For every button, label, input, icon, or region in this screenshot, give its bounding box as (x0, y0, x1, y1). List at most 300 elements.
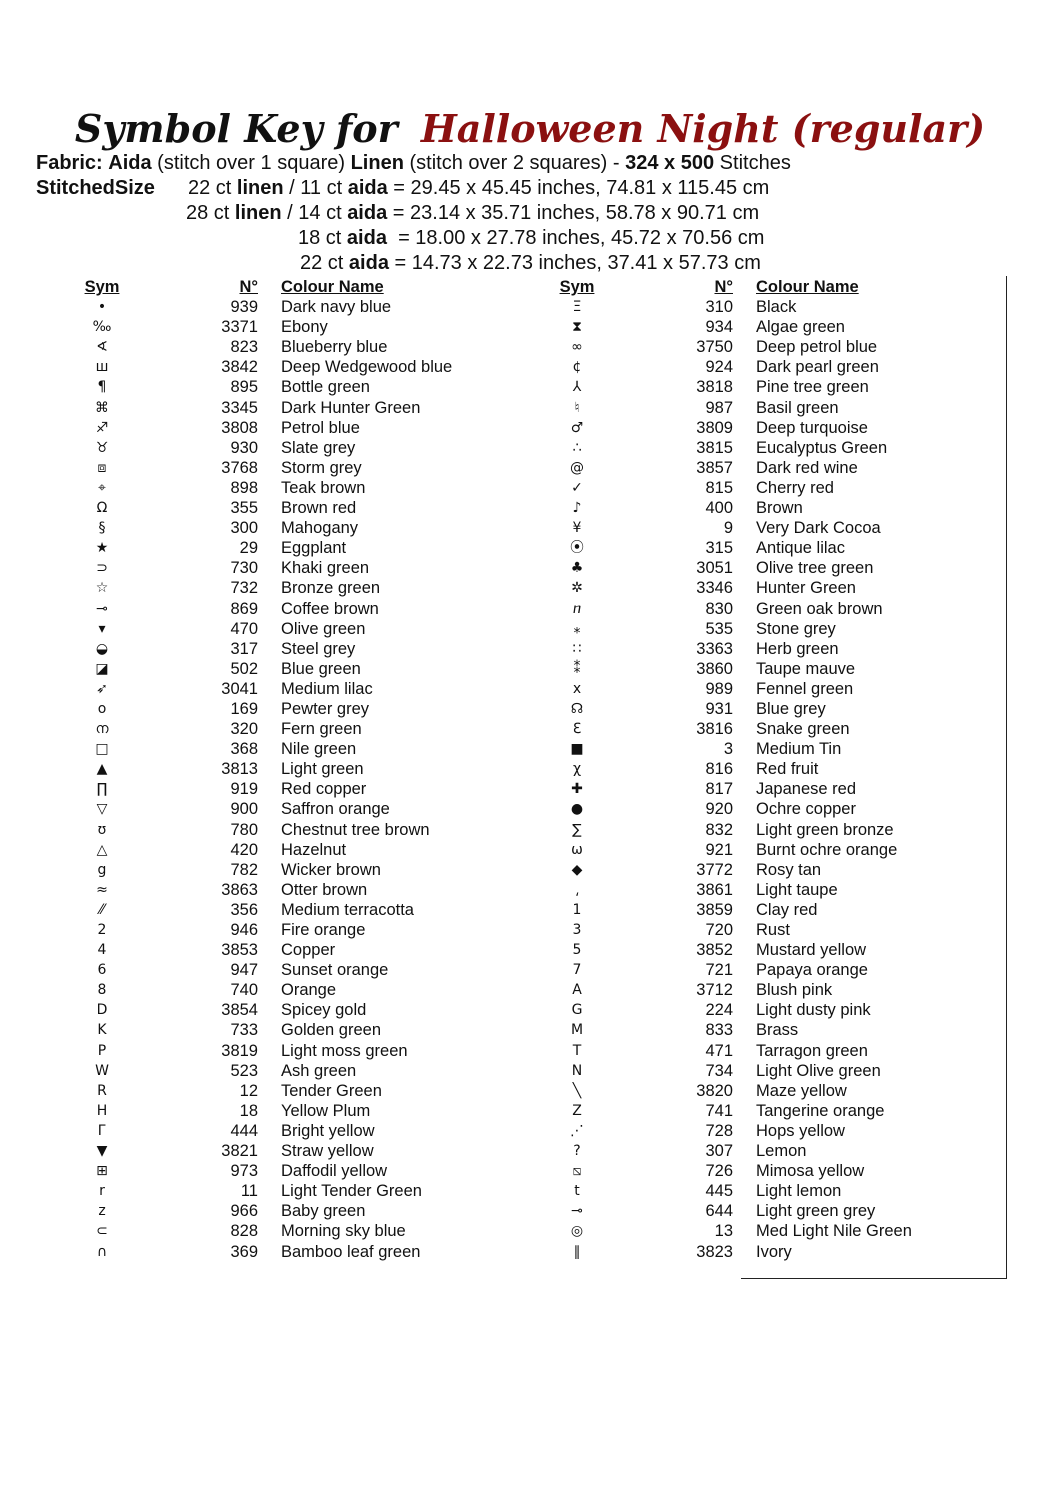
table-row (70, 840, 470, 860)
symbol-cell: P (97, 1042, 107, 1059)
colour-name-cell: Petrol blue (281, 418, 360, 437)
colour-name-cell: Medium lilac (281, 679, 373, 698)
symbol-cell: ▲ (96, 761, 108, 778)
symbol-cell: G (571, 1002, 583, 1019)
table-row (545, 1201, 945, 1221)
symbol-cell: 7 (572, 962, 582, 979)
table-row (70, 860, 470, 880)
symbol-cell: ➶ (96, 680, 108, 697)
symbol-cell: ⋰ (570, 1122, 584, 1139)
colour-name-cell: Blueberry blue (281, 338, 388, 357)
number-cell: 18 (239, 1101, 258, 1120)
colour-name-cell: Khaki green (281, 559, 370, 578)
ss-count: / 11 ct (283, 177, 348, 199)
table-row (545, 1242, 945, 1262)
table-row (545, 1221, 945, 1241)
colour-name-cell: Eucalyptus Green (756, 438, 888, 457)
number-cell: 320 (230, 720, 258, 739)
colour-name-cell: Ivory (756, 1242, 792, 1261)
symbol-cell: W (95, 1062, 109, 1079)
number-cell: 3823 (696, 1242, 733, 1261)
symbol-cell: □ (95, 741, 109, 758)
symbol-cell: • (97, 299, 107, 316)
ss-dimensions: = 18.00 x 27.78 inches, 45.72 x 70.56 cm (386, 227, 765, 249)
symbol-cell: ⊸ (96, 600, 108, 617)
header-number: N° (239, 278, 258, 296)
title-prefix: Symbol Key for (74, 106, 398, 151)
symbol-cell: ¥ (572, 520, 582, 537)
symbol-cell: ¶ (97, 379, 107, 396)
colour-name-cell: Otter brown (281, 880, 368, 899)
table-row (70, 960, 470, 980)
table-row (70, 1121, 470, 1141)
stitched-size-row (298, 226, 764, 250)
colour-name-cell: Light Olive green (756, 1061, 881, 1080)
number-cell: 3861 (696, 880, 733, 899)
table-row (70, 679, 470, 699)
colour-name-cell: Blue green (281, 659, 361, 678)
colour-name-cell: Mahogany (281, 519, 359, 538)
table-row (70, 297, 470, 317)
table-row (70, 619, 470, 639)
table-row (70, 599, 470, 619)
table-row (545, 438, 945, 458)
table-row (545, 458, 945, 478)
symbol-cell: ⌖ (98, 479, 106, 496)
number-cell: 420 (230, 840, 258, 859)
table-row (545, 1101, 945, 1121)
symbol-cell: Z (572, 1102, 582, 1119)
number-cell: 815 (705, 478, 733, 497)
table-row (70, 498, 470, 518)
table-row (70, 1161, 470, 1181)
number-cell: 3346 (696, 579, 733, 598)
number-cell: 3809 (696, 418, 733, 437)
symbol-cell: ന (95, 721, 109, 738)
table-row (70, 538, 470, 558)
colour-name-cell: Mimosa yellow (756, 1162, 865, 1181)
symbol-cell: § (98, 520, 106, 537)
colour-name-cell: Light green bronze (756, 820, 894, 839)
ss-count: 18 ct (298, 227, 347, 249)
rows-left (70, 297, 470, 1262)
symbol-cell: @ (570, 459, 584, 476)
table-row (70, 659, 470, 679)
colour-name-cell: Olive green (281, 619, 366, 638)
colour-name-cell: Tangerine orange (756, 1101, 885, 1120)
header-sym: Sym (84, 278, 120, 296)
colour-name-cell: Burnt ochre orange (756, 840, 898, 859)
symbol-cell: ⸲ (575, 881, 579, 898)
symbol-cell: ● (570, 801, 584, 818)
table-row (545, 820, 945, 840)
number-cell: 11 (240, 1182, 258, 1201)
table-row (70, 1081, 470, 1101)
stitched-size-row (186, 201, 759, 225)
number-cell: 721 (705, 961, 733, 980)
colour-name-cell: Storm grey (281, 458, 362, 477)
table-row (70, 719, 470, 739)
colour-name-cell: Antique lilac (756, 539, 845, 558)
table-row (545, 377, 945, 397)
number-cell: 307 (705, 1142, 733, 1161)
symbol-cell: ‰ (92, 319, 112, 336)
fabric-size-unit: Stitches (719, 152, 791, 174)
number-cell: 355 (230, 499, 258, 518)
table-row (70, 377, 470, 397)
number-cell: 3842 (221, 358, 258, 377)
colour-name-cell: Snake green (756, 720, 850, 739)
symbol-cell: ∩ (96, 1243, 108, 1260)
table-row (545, 297, 945, 317)
colour-name-cell: Golden green (281, 1021, 381, 1040)
table-row (70, 1020, 470, 1040)
number-cell: 934 (705, 318, 733, 337)
colour-name-cell: Black (756, 298, 797, 317)
table-row (545, 518, 945, 538)
colour-name-cell: Red fruit (756, 760, 819, 779)
symbol-cell: ∞ (571, 339, 583, 356)
colour-name-cell: Chestnut tree brown (281, 820, 430, 839)
symbol-cell: Г (97, 1122, 107, 1139)
symbol-cell: 4 (97, 942, 107, 959)
number-cell: 29 (239, 539, 258, 558)
colour-name-cell: Herb green (756, 639, 839, 658)
number-cell: 3821 (221, 1142, 258, 1161)
table-row (545, 659, 945, 679)
header-colour-name: Colour Name (756, 278, 859, 296)
colour-name-cell: Dark Hunter Green (281, 398, 421, 417)
number-cell: 3815 (696, 438, 733, 457)
colour-name-cell: Mustard yellow (756, 941, 867, 960)
number-cell: 947 (230, 961, 258, 980)
number-cell: 3857 (696, 458, 733, 477)
ss-linen: linen (236, 177, 284, 199)
colour-name-cell: Pewter grey (281, 699, 370, 718)
number-cell: 3712 (696, 981, 733, 1000)
symbol-cell: 8 (97, 982, 107, 999)
ss-dimensions: = 14.73 x 22.73 inches, 37.41 x 57.73 cm (388, 252, 761, 274)
colour-name-cell: Deep turquoise (756, 418, 868, 437)
table-row (545, 960, 945, 980)
number-cell: 919 (230, 780, 258, 799)
number-cell: 3860 (696, 659, 733, 678)
colour-name-cell: Very Dark Cocoa (756, 519, 881, 538)
symbol-cell: D (96, 1002, 108, 1019)
table-header (545, 277, 945, 297)
colour-name-cell: Light green grey (756, 1202, 876, 1221)
colour-name-cell: Copper (281, 941, 336, 960)
colour-name-cell: Steel grey (281, 639, 356, 658)
number-cell: 400 (705, 499, 733, 518)
colour-name-cell: Algae green (756, 318, 845, 337)
colour-name-cell: Deep petrol blue (756, 338, 878, 357)
header-number: N° (714, 278, 733, 296)
number-cell: 720 (705, 921, 733, 939)
table-row (545, 1020, 945, 1040)
symbol-cell: ⅄ (572, 379, 582, 396)
symbol-cell: T (572, 1042, 582, 1059)
fabric-line (36, 151, 791, 175)
symbol-cell: ⊃ (96, 560, 108, 577)
stitched-size-row (300, 251, 761, 275)
table-row (545, 900, 945, 920)
ss-aida: aida (346, 227, 387, 249)
number-cell: 924 (705, 358, 733, 377)
symbol-cell: ∥ (573, 1243, 581, 1260)
symbol-cell: ☊ (570, 700, 584, 717)
colour-name-cell: Bamboo leaf green (281, 1242, 421, 1261)
ss-count: 28 ct (186, 202, 235, 224)
table-row (70, 1000, 470, 1020)
number-cell: 12 (239, 1081, 258, 1100)
table-row (70, 980, 470, 1000)
ss-count: 22 ct (188, 177, 237, 199)
number-cell: 898 (230, 478, 258, 497)
symbol-cell: z (98, 1203, 106, 1220)
symbol-cell: ⁑ (573, 660, 581, 677)
number-cell: 369 (230, 1242, 258, 1261)
symbol-cell: ✲ (571, 580, 583, 597)
colour-name-cell: Daffodil yellow (281, 1162, 388, 1181)
symbol-cell: Ω (96, 500, 108, 517)
table-row (545, 1081, 945, 1101)
colour-name-cell: Light taupe (756, 880, 838, 899)
colour-name-cell: Eggplant (281, 539, 347, 558)
table-row (70, 880, 470, 900)
number-cell: 973 (230, 1162, 258, 1181)
number-cell: 930 (230, 438, 258, 457)
number-cell: 9 (723, 519, 733, 538)
table-row (70, 759, 470, 779)
colour-name-cell: Deep Wedgewood blue (281, 358, 453, 377)
number-cell: 828 (230, 1222, 258, 1241)
colour-name-cell: Bottle green (281, 378, 370, 397)
number-cell: 931 (705, 699, 733, 718)
number-cell: 3863 (221, 880, 258, 899)
number-cell: 726 (705, 1162, 733, 1181)
table-row (545, 739, 945, 759)
symbol-cell: ⁎ (573, 620, 581, 637)
number-cell: 3345 (221, 398, 258, 417)
number-cell: 869 (230, 599, 258, 618)
number-cell: 3813 (221, 760, 258, 779)
number-cell: 939 (230, 298, 258, 317)
number-cell: 740 (230, 981, 258, 1000)
number-cell: 502 (230, 659, 258, 678)
symbol-cell: ? (573, 1143, 581, 1160)
table-row (70, 1181, 470, 1201)
symbol-cell: 3 (572, 922, 582, 938)
table-row (545, 619, 945, 639)
colour-name-cell: Bronze green (281, 579, 381, 598)
colour-name-cell: Ebony (281, 318, 328, 337)
table-row (545, 759, 945, 779)
symbol-cell: M (570, 1022, 584, 1039)
colour-name-cell: Fern green (281, 720, 362, 739)
table-row (70, 820, 470, 840)
table-row (70, 418, 470, 438)
symbol-cell: 1 (572, 901, 582, 918)
table-row (70, 940, 470, 960)
colour-name-cell: Brown (756, 499, 803, 518)
fabric-aida: Aida (108, 152, 152, 174)
number-cell: 733 (230, 1021, 258, 1040)
colour-name-cell: Sunset orange (281, 961, 389, 980)
number-cell: 317 (230, 639, 258, 658)
number-cell: 3772 (696, 860, 733, 879)
number-cell: 741 (705, 1101, 733, 1120)
colour-name-cell: Clay red (756, 900, 818, 919)
colour-name-cell: Dark navy blue (281, 298, 392, 317)
symbol-cell: ◪ (95, 660, 109, 677)
table-row (70, 900, 470, 920)
colour-name-cell: Light moss green (281, 1041, 408, 1060)
table-row (545, 840, 945, 860)
colour-name-cell: Olive tree green (756, 559, 874, 578)
colour-name-cell: Rosy tan (756, 860, 822, 879)
symbol-cell: ≈ (96, 881, 108, 898)
colour-name-cell: Hunter Green (756, 579, 856, 598)
ss-aida: aida (347, 202, 388, 224)
number-cell: 830 (705, 599, 733, 618)
number-cell: 921 (705, 840, 733, 859)
symbol-cell: ∑ (572, 821, 582, 838)
number-cell: 3371 (221, 318, 258, 337)
symbol-cell: ╲ (572, 1082, 582, 1099)
colour-name-cell: Japanese red (756, 780, 856, 799)
symbol-cell: N (571, 1062, 583, 1079)
symbol-cell: ★ (95, 540, 109, 557)
colour-name-cell: Basil green (756, 398, 839, 417)
colour-name-cell: Blue grey (756, 699, 826, 718)
number-cell: 470 (230, 619, 258, 638)
symbol-cell: r (99, 1183, 105, 1200)
number-cell: 3859 (696, 900, 733, 919)
fabric-linen: Linen (350, 152, 404, 174)
number-cell: 523 (230, 1061, 258, 1080)
table-row (545, 418, 945, 438)
number-cell: 300 (230, 519, 258, 538)
number-cell: 987 (705, 398, 733, 417)
colour-name-cell: Coffee brown (281, 599, 379, 618)
table-row (70, 920, 470, 940)
symbol-cell: ⧗ (572, 319, 582, 336)
colour-name-cell: Taupe mauve (756, 659, 856, 678)
number-cell: 169 (230, 699, 258, 718)
colour-name-cell: Teak brown (281, 478, 366, 497)
colour-name-cell: Spicey gold (281, 1001, 367, 1020)
colour-name-cell: Yellow Plum (281, 1101, 371, 1120)
symbol-cell: ¢ (572, 359, 582, 376)
table-row (545, 1061, 945, 1081)
page-title (0, 106, 1060, 151)
table-row (70, 1201, 470, 1221)
colour-name-cell: Hazelnut (281, 840, 347, 859)
border-right (1006, 276, 1007, 1279)
number-cell: 3 (723, 740, 733, 759)
table-row (545, 498, 945, 518)
number-cell: 3051 (696, 559, 733, 578)
table-row (545, 679, 945, 699)
number-cell: 3750 (696, 338, 733, 357)
table-row (545, 1181, 945, 1201)
number-cell: 989 (705, 679, 733, 698)
colour-name-cell: Stone grey (756, 619, 836, 638)
colour-name-cell: Blush pink (756, 981, 833, 1000)
symbol-cell: ♂ (570, 419, 584, 436)
stitched-size-row (188, 176, 769, 200)
colour-name-cell: Rust (756, 921, 790, 939)
colour-name-cell: Light green (281, 760, 364, 779)
colour-name-cell: Tender Green (281, 1081, 382, 1100)
colour-name-cell: Light dusty pink (756, 1001, 871, 1020)
symbol-cell: ∷ (572, 640, 582, 657)
table-row (70, 779, 470, 799)
number-cell: 13 (714, 1222, 733, 1241)
colour-name-cell: Light lemon (756, 1182, 842, 1201)
symbol-table-left (70, 277, 470, 1262)
number-cell: 816 (705, 760, 733, 779)
table-row (545, 558, 945, 578)
table-row (545, 920, 945, 940)
number-cell: 535 (705, 619, 733, 638)
symbol-cell: ʊ (97, 821, 107, 838)
symbol-cell: χ (572, 761, 582, 778)
number-cell: 356 (230, 900, 258, 919)
symbol-cell: ♐ (95, 419, 109, 436)
symbol-cell: ☆ (95, 580, 109, 597)
table-row (545, 538, 945, 558)
table-row (70, 1141, 470, 1161)
colour-name-cell: Brass (756, 1021, 799, 1040)
symbol-cell: △ (96, 841, 108, 858)
colour-name-cell: Saffron orange (281, 800, 390, 819)
colour-name-cell: Maze yellow (756, 1081, 847, 1100)
number-cell: 946 (230, 921, 258, 939)
table-row (70, 357, 470, 377)
number-cell: 732 (230, 579, 258, 598)
symbol-cell: ◒ (95, 640, 109, 657)
symbol-cell: ω (571, 841, 583, 858)
table-row (70, 739, 470, 759)
number-cell: 3041 (221, 679, 258, 698)
symbol-cell: ▽ (96, 801, 108, 818)
table-row (545, 940, 945, 960)
colour-name-cell: Med Light Nile Green (756, 1222, 912, 1241)
table-row (545, 317, 945, 337)
table-row (545, 599, 945, 619)
number-cell: 730 (230, 559, 258, 578)
table-row (545, 478, 945, 498)
table-row (70, 438, 470, 458)
symbol-cell: ♉ (95, 439, 109, 456)
table-row (545, 398, 945, 418)
number-cell: 3816 (696, 720, 733, 739)
table-row (545, 860, 945, 880)
number-cell: 3854 (221, 1001, 258, 1020)
symbol-cell: ∏ (96, 781, 108, 798)
symbol-cell: t (574, 1183, 580, 1200)
colour-name-cell: Papaya orange (756, 961, 868, 980)
colour-name-cell: Dark red wine (756, 458, 858, 477)
table-row (545, 699, 945, 719)
symbol-cell: ⊂ (96, 1223, 108, 1240)
colour-name-cell: Medium terracotta (281, 900, 414, 919)
symbol-cell: K (97, 1022, 107, 1039)
symbol-cell: ♮ (574, 399, 580, 416)
colour-name-cell: Nile green (281, 740, 357, 759)
